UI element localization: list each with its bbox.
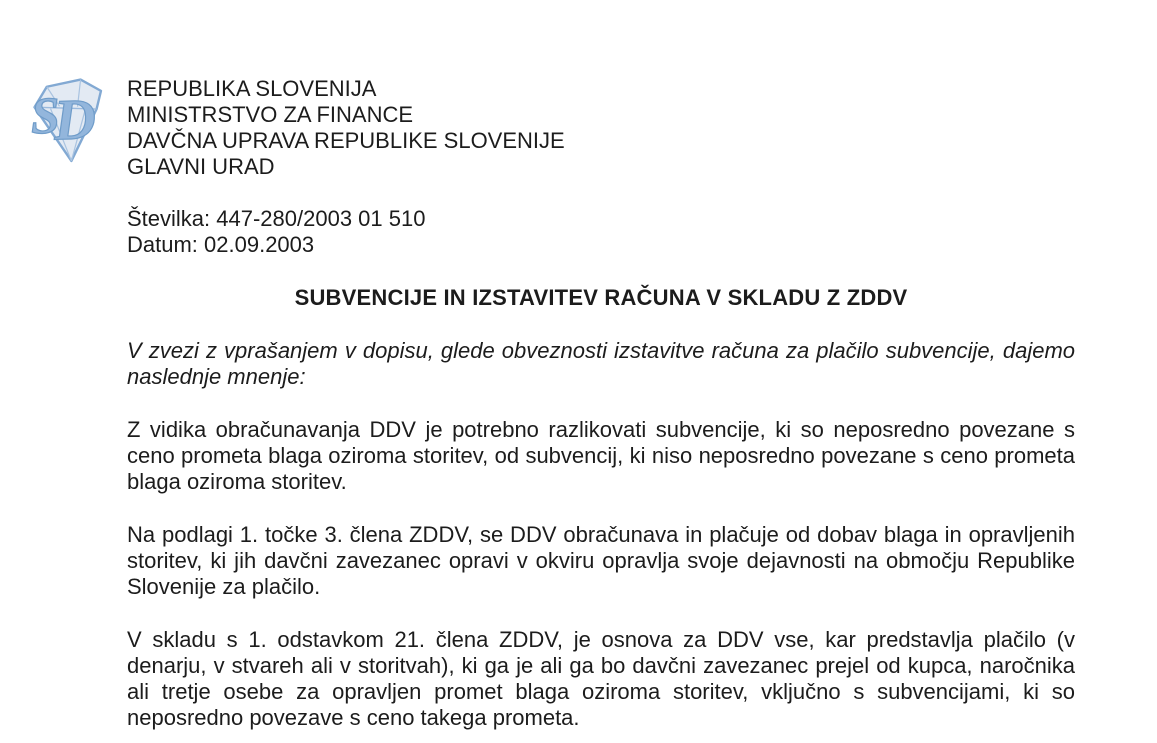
body-paragraph-1: Z vidika obračunavanja DDV je potrebno razlikovati subvencije, ki so neposredno povezane s ceno prometa blaga oziroma storitev, od subvencij, ki niso neposredno povezane s ceno prometa blaga oziroma storitev. <box>127 417 1075 494</box>
document-content <box>127 76 1075 731</box>
letterhead-line-ministry: MINISTRSTVO ZA FINANCE <box>127 102 414 127</box>
body-paragraph-3: V skladu s 1. odstavkom 21. člena ZDDV, je osnova za DDV vse, kar predstavlja plačilo (v denarju, v stvareh ali v storitvah), ki ga je ali ga bo davčni zavezanec prejel od kupca, naročnika ali tretje osebe za opravljen promet blaga oziroma storitev, vključno s subvencijami, ki so neposredno povezave s ceno takega prometa. <box>127 627 1075 730</box>
document-number: Številka: 447-280/2003 01 510 <box>127 206 426 231</box>
document-date: Datum: 02.09.2003 <box>127 232 315 257</box>
intro-paragraph: V zvezi z vprašanjem v dopisu, glede obveznosti izstavitve računa za plačilo subvencije, dajemo naslednje mnenje: <box>127 338 1075 389</box>
letterhead-line-office: GLAVNI URAD <box>127 154 275 179</box>
svg-text:S: S <box>30 87 61 146</box>
letterhead-line-country: REPUBLIKA SLOVENIJA <box>127 76 377 101</box>
document-title: SUBVENCIJE IN IZSTAVITEV RAČUNA V SKLADU Z ZDDV <box>294 285 908 310</box>
durs-gem-logo-icon <box>30 77 108 165</box>
letterhead <box>127 76 1075 180</box>
letterhead-line-administration: DAVČNA UPRAVA REPUBLIKE SLOVENIJE <box>127 128 565 153</box>
svg-text:D: D <box>52 86 97 153</box>
document-meta <box>127 206 1075 258</box>
body-paragraph-2: Na podlagi 1. točke 3. člena ZDDV, se DDV obračunava in plačuje od dobav blaga in opravljenih storitev, ki jih davčni zavezanec opravi v okviru opravlja svoje dejavnosti na območju Republike Slovenije za plačilo. <box>127 522 1075 599</box>
